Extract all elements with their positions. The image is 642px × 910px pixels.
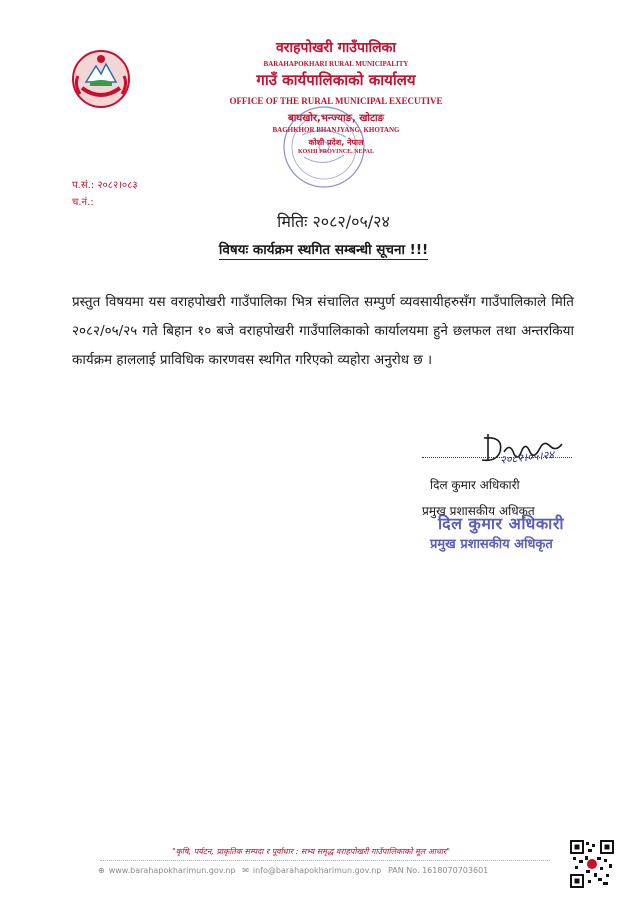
reference-number: प.सं.: २०८२।०८३ [72,180,138,191]
province-nepali: कोशी प्रदेश, नेपाल [308,138,364,147]
office-seal-stamp [262,95,372,200]
address-nepali: बाघखोर,भन्ज्याङ, खोटाङ [287,113,384,124]
province-english: KOSHI PROVINCE, NEPAL [297,149,375,155]
signer-title: प्रमुख प्रशासकीय अधिकृत [422,504,535,518]
signature-date: २०८२।०५।२४ [499,448,555,467]
subject-text: विषयः कार्यक्रम स्थगित सम्बन्धी सूचना !!! [218,242,429,258]
letter-date: मितिः २०८२/०५/२४ [277,212,390,231]
dispatch-number: च.नं.: [72,197,94,208]
signer-name: दिल कुमार अधिकारी [430,478,520,492]
email-link[interactable]: info@barahapokharimun.gov.np [252,866,382,875]
footer-divider [100,860,550,861]
address-english: BAGHKHOR BHANJYANG, KHOTANG [272,126,400,134]
organization-name-english: BARAHAPOKHARI RURAL MUNICIPALITY [263,60,409,68]
pan-number: PAN No. 1618070703601 [387,866,489,875]
stamp-title: प्रमुख प्रशासकीय अधिकृत [430,537,553,552]
office-name-english: OFFICE OF THE RURAL MUNICIPAL EXECUTIVE [229,96,443,106]
organization-name-nepali: वराहपोखरी गाउँपालिका [275,40,397,56]
stamp-name: दिल कुमार अधिकारी [438,514,565,533]
footer-contact [98,866,492,875]
signature-dotted-line [422,457,572,458]
globe-icon: ⊕ [98,866,105,875]
office-name-nepali: गाउँ कार्यपालिकाको कार्यालय [256,71,416,89]
footer-motto: "कृषि, पर्यटन, प्राकृतिक सम्पदा र पूर्वाधार : सभ्य समृद्ध वराहपोखरी गाउँपालिकाको मूल आधार" [172,847,450,856]
mail-icon: ✉ [242,866,249,875]
qr-code [570,840,614,888]
website-link[interactable]: www.barahapokharimun.gov.np [108,866,236,875]
body-paragraph: प्रस्तुत विषयमा यस वराहपोखरी गाउँपालिका भित्र संचालित सम्पुर्ण व्यवसायीहरुसँग गाउँपालिकाले मिति २०८२/०५/२५ गते बिहान १० बजे वराहपोखरी गाउँपालिकाको कार्यालयमा हुने छलफल तथा अन्तरकिया कार्यक्रम हाललाई प्राविधिक कारणवस स्थगित गरिएको व्यहोरा अनुरोध छ । [72,294,574,368]
subject-line [0,240,642,258]
